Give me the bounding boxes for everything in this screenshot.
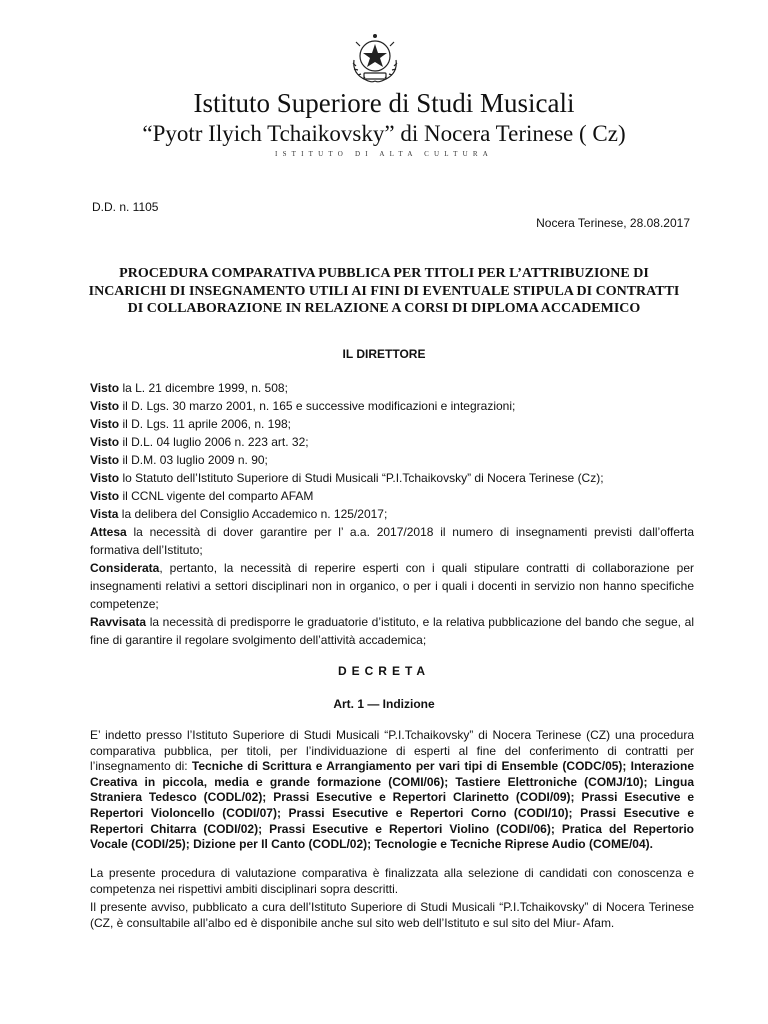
recitals-list [90, 379, 694, 649]
recital-item: Vista la delibera del Consiglio Accademico n. 125/2017; [90, 507, 388, 521]
place-date: Nocera Terinese, 28.08.2017 [536, 216, 690, 230]
recital-item: Visto il D.M. 03 luglio 2009 n. 90; [90, 453, 268, 467]
italian-republic-emblem-icon [346, 30, 404, 86]
recital-item: Ravvisata la necessità di predisporre le graduatorie d’istituto, e la relativa pubblicazione del bando che segue, al fine di garantire il regolare svolgimento dell’attività accademica; [90, 615, 694, 647]
article-paragraph-2: La presente procedura di valutazione comparativa è finalizzata alla selezione di candidati con conoscenza e competenza nei rispettivi ambiti disciplinari sopra descritti. [90, 866, 694, 896]
recital-item: Visto il CCNL vigente del comparto AFAM [90, 489, 314, 503]
director-heading: IL DIRETTORE [342, 347, 426, 361]
recital-item: Visto il D. Lgs. 11 aprile 2006, n. 198; [90, 417, 292, 431]
recital-item: Visto lo Statuto dell’Istituto Superiore di Studi Musicali “P.I.Tchaikovsky” di Nocera Terinese (Cz); [90, 471, 604, 485]
procedure-title: PROCEDURA COMPARATIVA PUBBLICA PER TITOLI PER L’ATTRIBUZIONE DI INCARICHI DI INSEGNAMENTO UTILI AI FINI DI EVENTUALE STIPULA DI CONTRATTI DI COLLABORAZIONE IN RELAZIONE A CORSI DI DIPLOMA ACCADEMICO [88, 266, 680, 316]
article-body: E’ indetto presso l’Istituto Superiore di Studi Musicali “P.I.Tchaikovsky” di Nocera Terinese (CZ) una procedura comparativa pubblica, per titoli, per l’individuazione di esperti al fine del conferimento di contratti per l’insegnamento di: Tecniche di Scrittura e Arrangiamento per vari tipi di Ensemble (CODC/05); Interazione Creativa in piccola, media e grande formazione (COMI/06); Tastiere Elettroniche (COMJ/10); Lingua Straniera Tedesco (CODL/02); Prassi Esecutive e Repertori Clarinetto (CODI/09); Prassi Esecutive e Repertori Violoncello (CODI/07); Prassi Esecutive e Repertori Corno (CODI/10); Prassi Esecutive e Repertori Chitarra (CODI/02); Prassi Esecutive e Repertori Violino (CODI/06); Pratica del Repertorio Vocale (CODI/25); Dizione per Il Canto (CODL/02); Tecnologie e Tecniche Riprese Audio (COME/04). [90, 728, 694, 852]
recital-item: Considerata, pertanto, la necessità di reperire esperti con i quali stipulare contratti di collaborazione per insegnamenti relativi a settori disciplinari non in organico, o per i quali i docenti in servizio non hanno specifiche competenze; [90, 561, 694, 611]
recital-item: Visto il D. Lgs. 30 marzo 2001, n. 165 e successive modificazioni e integrazioni; [90, 399, 516, 413]
decree-heading: DECRETA [337, 664, 431, 678]
subjects-list: Tecniche di Scrittura e Arrangiamento per vari tipi di Ensemble (CODC/05); Interazione Creativa in piccola, media e grande formazione (COMI/06); Tastiere Elettroniche (COMJ/10); Lingua Straniera Tedesco (CODL/02); Prassi Esecutive e Repertori Clarinetto (CODI/09); Prassi Esecutive e Repertori Violoncello (CODI/07); Prassi Esecutive e Repertori Corno (CODI/10); Prassi Esecutive e Repertori Chitarra (CODI/02); Prassi Esecutive e Repertori Violino (CODI/06); Pratica del Repertorio Vocale (CODI/25); Dizione per Il Canto (CODL/02); Tecnologie e Tecniche Riprese Audio (COME/04). [90, 759, 694, 852]
institute-subtitle: “Pyotr Ilyich Tchaikovsky” di Nocera Terinese ( Cz) [142, 121, 626, 146]
institute-name: Istituto Superiore di Studi Musicali [193, 88, 575, 118]
article-paragraph-3: Il presente avviso, pubblicato a cura dell’Istituto Superiore di Studi Musicali “P.I.Tchaikovsky” di Nocera Terinese (CZ, è consultabile all’albo ed è disponibile anche sul sito web dell’Istituto e sul sito del Miur- Afam. [90, 900, 694, 930]
recital-item: Attesa la necessità di dover garantire per l’ a.a. 2017/2018 il numero di insegnamenti previsti dall’offerta formativa dell’Istituto; [90, 525, 694, 557]
institute-tagline: ISTITUTO DI ALTA CULTURA [275, 150, 493, 158]
article-title: Art. 1 — Indizione [333, 697, 435, 711]
recital-item: Visto il D.L. 04 luglio 2006 n. 223 art. 32; [90, 435, 309, 449]
recital-item: Visto la L. 21 dicembre 1999, n. 508; [90, 381, 288, 395]
decree-number: D.D. n. 1105 [92, 200, 159, 214]
